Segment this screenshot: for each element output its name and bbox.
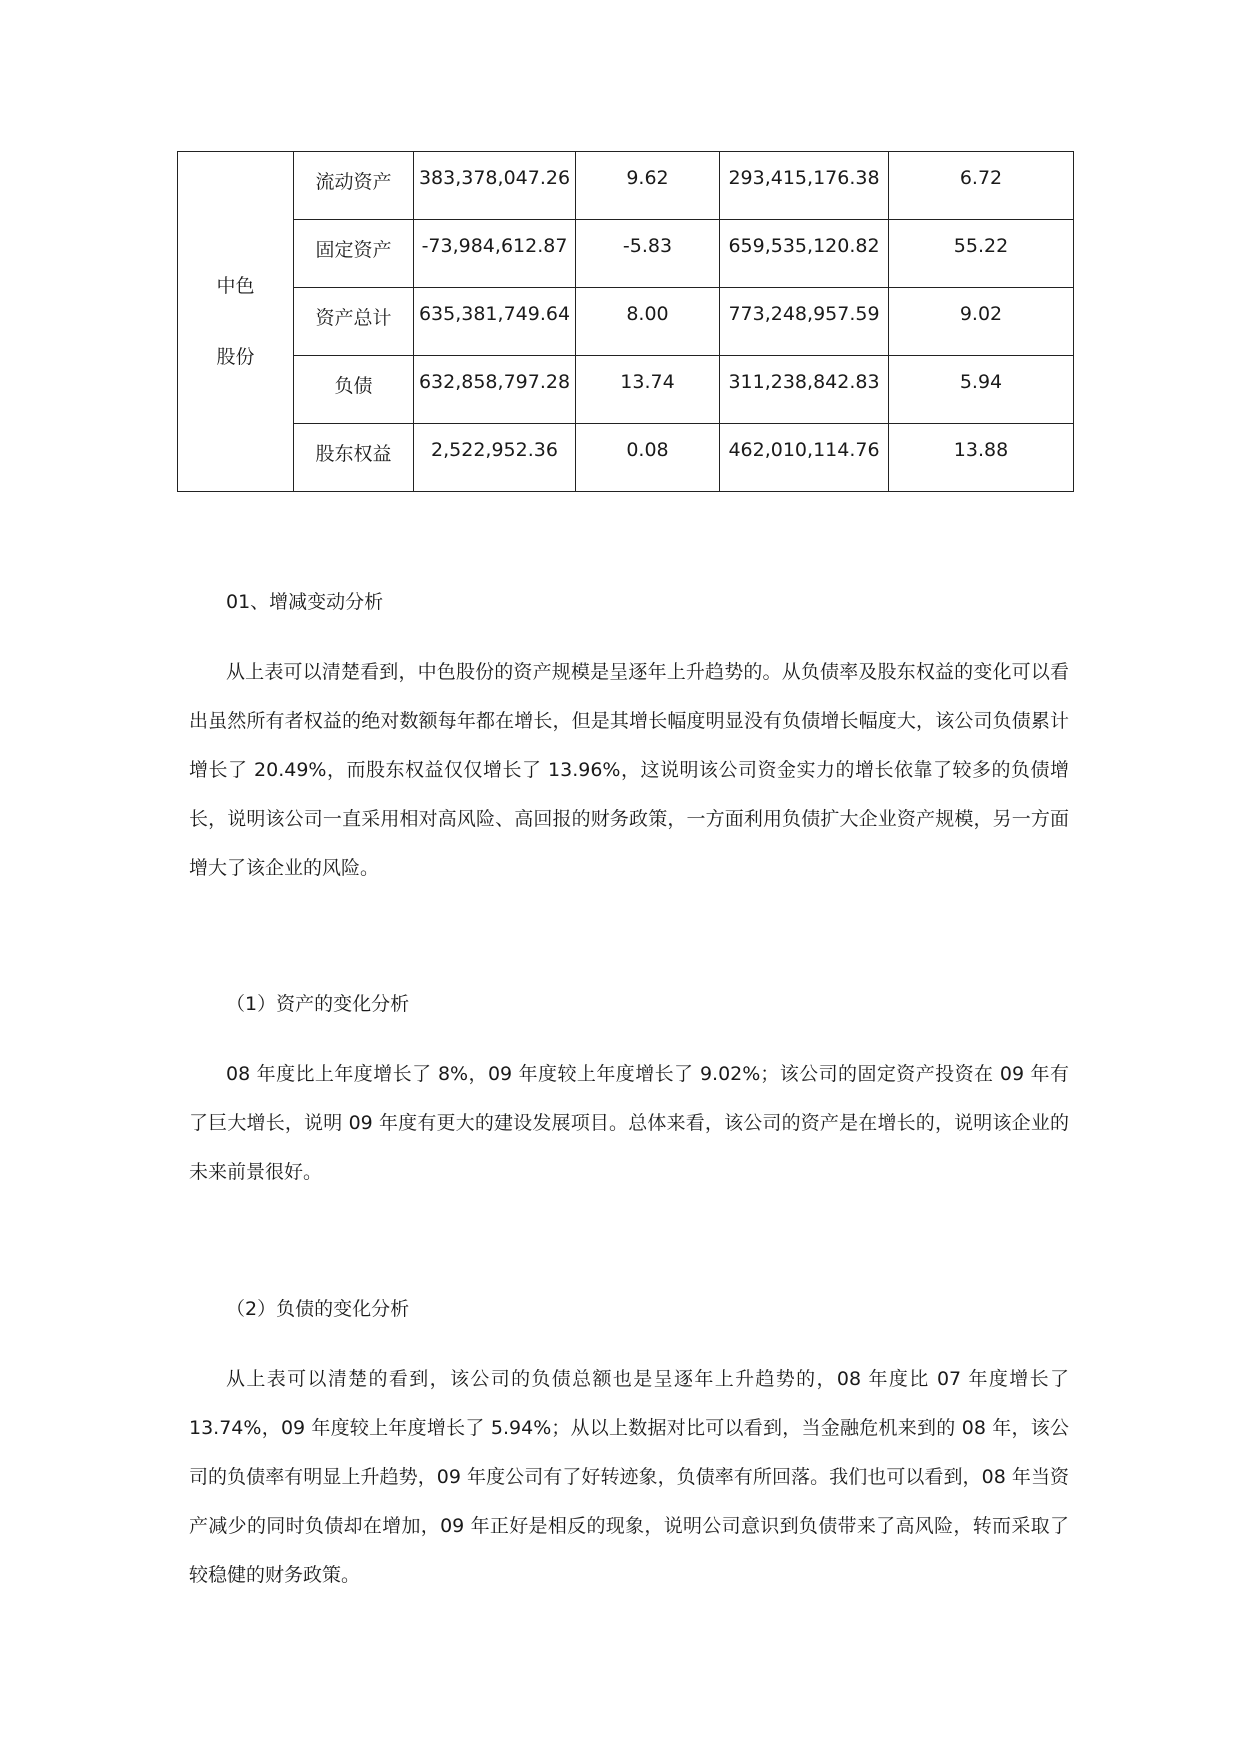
percent-cell: -5.83 xyxy=(576,220,720,288)
table-row xyxy=(178,288,1074,356)
company-name-line: 股份 xyxy=(216,345,255,368)
financial-table xyxy=(177,151,1074,492)
percent-cell: 55.22 xyxy=(889,220,1074,288)
table-row xyxy=(178,152,1074,220)
item-cell: 固定资产 xyxy=(294,220,414,288)
percent-cell: 13.74 xyxy=(576,356,720,424)
percent-cell: 0.08 xyxy=(576,424,720,492)
value-cell: 311,238,842.83 xyxy=(720,356,889,424)
value-cell: 632,858,797.28 xyxy=(414,356,576,424)
section-heading-liabilities: （2）负债的变化分析 xyxy=(226,1298,410,1320)
section-heading-assets: （1）资产的变化分析 xyxy=(226,993,410,1015)
value-cell: 659,535,120.82 xyxy=(720,220,889,288)
percent-cell: 9.62 xyxy=(576,152,720,220)
percent-cell: 13.88 xyxy=(889,424,1074,492)
value-cell: 635,381,749.64 xyxy=(414,288,576,356)
table-row xyxy=(178,424,1074,492)
value-cell: 383,378,047.26 xyxy=(414,152,576,220)
paragraph-change-analysis: 从上表可以清楚看到，中色股份的资产规模是呈逐年上升趋势的。从负债率及股东权益的变化可以看出虽然所有者权益的绝对数额每年都在增长，但是其增长幅度明显没有负债增长幅度大，该公司负债累计增长了 20.49%，而股东权益仅仅增长了 13.96%，这说明该公司资金实力的增长依靠了较多的负债增长，说明该公司一直采用相对高风险、高回报的财务政策，一方面利用负债扩大企业资产规模，另一方面增大了该企业的风险。 xyxy=(189,661,1069,879)
percent-cell: 8.00 xyxy=(576,288,720,356)
item-cell: 资产总计 xyxy=(294,288,414,356)
value-cell: 293,415,176.38 xyxy=(720,152,889,220)
paragraph-liabilities: 从上表可以清楚的看到，该公司的负债总额也是呈逐年上升趋势的，08 年度比 07 年度增长了 13.74%，09 年度较上年度增长了 5.94%；从以上数据对比可以看到，当金融危机来到的 08 年，该公司的负债率有明显上升趋势，09 年度公司有了好转迹象，负债率有所回落。我们也可以看到，08 年当资产减少的同时负债却在增加，09 年正好是相反的现象，说明公司意识到负债带来了高风险，转而采取了较稳健的财务政策。 xyxy=(189,1368,1069,1586)
item-cell: 负债 xyxy=(294,356,414,424)
value-cell: 773,248,957.59 xyxy=(720,288,889,356)
paragraph-assets: 08 年度比上年度增长了 8%，09 年度较上年度增长了 9.02%；该公司的固定资产投资在 09 年有了巨大增长，说明 09 年度有更大的建设发展项目。总体来看，该公司的资产是在增长的，说明该企业的未来前景很好。 xyxy=(189,1063,1069,1183)
percent-cell: 6.72 xyxy=(889,152,1074,220)
percent-cell: 9.02 xyxy=(889,288,1074,356)
company-name-line: 中色 xyxy=(216,274,255,297)
section-heading-change-analysis: 01、增减变动分析 xyxy=(226,591,384,613)
value-cell: 2,522,952.36 xyxy=(414,424,576,492)
item-cell: 流动资产 xyxy=(294,152,414,220)
value-cell: 462,010,114.76 xyxy=(720,424,889,492)
value-cell: -73,984,612.87 xyxy=(414,220,576,288)
item-cell: 股东权益 xyxy=(294,424,414,492)
table-row xyxy=(178,220,1074,288)
percent-cell: 5.94 xyxy=(889,356,1074,424)
company-cell xyxy=(178,152,294,492)
table-row xyxy=(178,356,1074,424)
